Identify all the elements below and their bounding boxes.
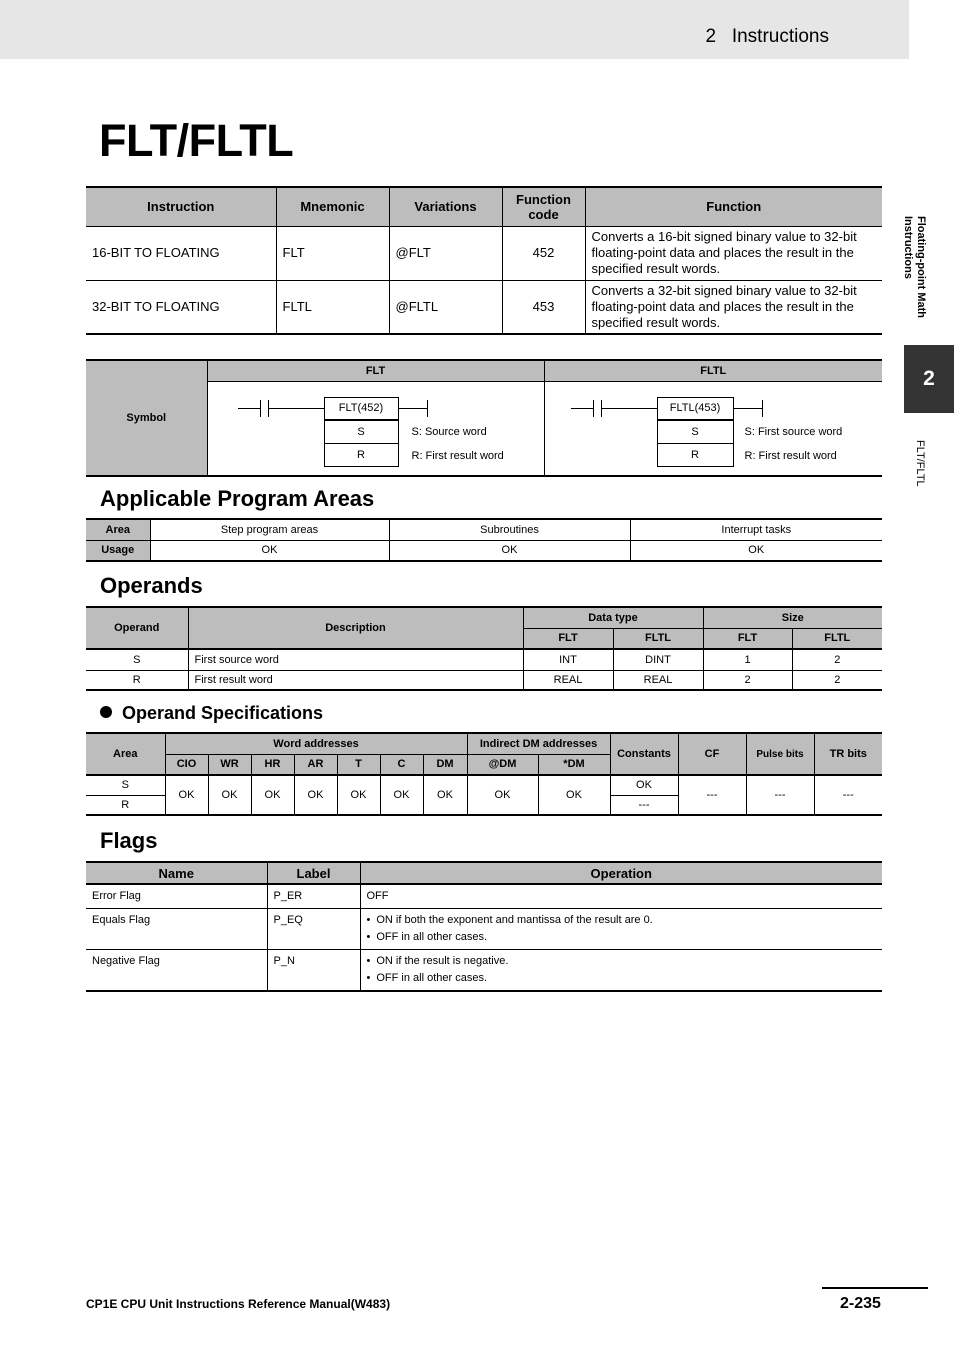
col-c: C xyxy=(380,754,423,775)
table-row xyxy=(86,670,882,690)
spec-cf: --- xyxy=(678,775,746,815)
col-indirect-dm: Indirect DM addresses xyxy=(467,733,610,754)
col-cf: CF xyxy=(678,733,746,775)
fltl-desc-r: R: First result word xyxy=(744,449,837,462)
col-pulse-bits: Pulse bits xyxy=(746,733,814,775)
function-code: 452 xyxy=(502,226,585,280)
symbol-label: Symbol xyxy=(86,360,207,476)
symbol-fltl-header: FLTL xyxy=(544,360,882,381)
data-type-fltl: DINT xyxy=(613,649,703,670)
col-hr: HR xyxy=(251,754,294,775)
col-word-addresses: Word addresses xyxy=(165,733,467,754)
symbol-flt-header: FLT xyxy=(207,360,544,381)
col-data-type: Data type xyxy=(523,607,703,628)
col-size: Size xyxy=(703,607,882,628)
fltl-operand-r: R xyxy=(657,443,734,467)
spec-area: R xyxy=(86,795,165,815)
flag-label: P_N xyxy=(267,950,360,992)
usage-subroutines: OK xyxy=(389,540,630,561)
operand: S xyxy=(86,649,188,670)
col-size-fltl: FLTL xyxy=(792,628,882,649)
flt-desc-r: R: First result word xyxy=(411,449,504,462)
instructions-table xyxy=(86,186,882,335)
flag-name: Negative Flag xyxy=(86,950,267,992)
flag-operation: OFF xyxy=(360,884,882,909)
data-type-fltl: REAL xyxy=(613,670,703,690)
variation: @FLTL xyxy=(389,280,502,334)
area-subroutines: Subroutines xyxy=(389,519,630,540)
operation-bullet: • ON if the result is negative. xyxy=(367,953,877,970)
spec-c: OK xyxy=(380,775,423,815)
fltl-instruction-box: FLTL(453) xyxy=(657,397,734,420)
col-function: Function xyxy=(585,187,882,226)
col-star-dm: *DM xyxy=(538,754,610,775)
spec-constants: --- xyxy=(610,795,678,815)
flag-name: Error Flag xyxy=(86,884,267,909)
col-mnemonic: Mnemonic xyxy=(276,187,389,226)
function-code: 453 xyxy=(502,280,585,334)
function-description: Converts a 16-bit signed binary value to 32-bit floating-point data and places the result in the specified result words. xyxy=(585,226,882,280)
operation-bullet: • OFF in all other cases. xyxy=(367,929,877,946)
chapter-tab[interactable]: 2 xyxy=(904,345,954,413)
function-description: Converts a 32-bit signed binary value to 32-bit floating-point data and places the result in the specified result words. xyxy=(585,280,882,334)
operand-description: First source word xyxy=(188,649,523,670)
col-constants: Constants xyxy=(610,733,678,775)
usage-step: OK xyxy=(150,540,389,561)
operands-table xyxy=(86,606,882,691)
size-flt: 2 xyxy=(703,670,792,690)
heading-applicable-areas: Applicable Program Areas xyxy=(100,486,375,511)
spec-pulse-bits: --- xyxy=(746,775,814,815)
heading-operand-spec: Operand Specifications xyxy=(100,703,323,724)
spec-star-dm: OK xyxy=(538,775,610,815)
side-section-label: Floating-point Math Instructions xyxy=(902,216,927,319)
col-area: Area xyxy=(86,733,165,775)
row-label-area: Area xyxy=(86,519,150,540)
spec-tr-bits: --- xyxy=(814,775,882,815)
footer-rule xyxy=(822,1287,928,1289)
table-row xyxy=(86,884,882,909)
table-row xyxy=(86,226,882,280)
ladder-flt xyxy=(207,381,544,476)
spec-ar: OK xyxy=(294,775,337,815)
symbol-table xyxy=(86,359,882,477)
col-function-code: Function code xyxy=(502,187,585,226)
col-cio: CIO xyxy=(165,754,208,775)
table-row xyxy=(86,280,882,334)
col-operation: Operation xyxy=(360,862,882,884)
size-flt: 1 xyxy=(703,649,792,670)
fltl-operand-s: S xyxy=(657,420,734,444)
instruction-name: 16-BIT TO FLOATING xyxy=(86,226,276,280)
flt-instruction-box: FLT(452) xyxy=(324,397,399,420)
heading-flags: Flags xyxy=(100,828,158,853)
spec-dm: OK xyxy=(423,775,467,815)
data-type-flt: INT xyxy=(523,649,613,670)
ladder-fltl xyxy=(544,381,882,476)
table-row xyxy=(86,909,882,950)
col-wr: WR xyxy=(208,754,251,775)
spec-area: S xyxy=(86,775,165,795)
usage-interrupt: OK xyxy=(630,540,882,561)
flt-operand-r: R xyxy=(324,443,399,467)
flag-label: P_EQ xyxy=(267,909,360,950)
heading-operands: Operands xyxy=(100,573,203,598)
col-tr-bits: TR bits xyxy=(814,733,882,775)
page-number: 2-235 xyxy=(840,1295,881,1312)
flt-desc-s: S: Source word xyxy=(411,425,487,438)
flag-operation xyxy=(360,909,882,950)
col-name: Name xyxy=(86,862,267,884)
page-title: FLT/FLTL xyxy=(99,115,294,166)
bullet-icon xyxy=(100,706,112,718)
col-data-type-fltl: FLTL xyxy=(613,628,703,649)
col-variations: Variations xyxy=(389,187,502,226)
operation-bullet: • ON if both the exponent and mantissa of the result are 0. xyxy=(367,912,877,929)
spec-at-dm: OK xyxy=(467,775,538,815)
flag-operation xyxy=(360,950,882,992)
col-instruction: Instruction xyxy=(86,187,276,226)
data-type-flt: REAL xyxy=(523,670,613,690)
area-step: Step program areas xyxy=(150,519,389,540)
flt-operand-s: S xyxy=(324,420,399,444)
side-instruction-label: FLT/FLTL xyxy=(914,440,926,487)
col-dm: DM xyxy=(423,754,467,775)
col-data-type-flt: FLT xyxy=(523,628,613,649)
spec-wr: OK xyxy=(208,775,251,815)
col-t: T xyxy=(337,754,380,775)
variation: @FLT xyxy=(389,226,502,280)
table-row xyxy=(86,950,882,992)
col-ar: AR xyxy=(294,754,337,775)
flag-name: Equals Flag xyxy=(86,909,267,950)
spec-constants: OK xyxy=(610,775,678,795)
spec-t: OK xyxy=(337,775,380,815)
size-fltl: 2 xyxy=(792,670,882,690)
fltl-desc-s: S: First source word xyxy=(744,425,843,438)
col-operand: Operand xyxy=(86,607,188,649)
row-label-usage: Usage xyxy=(86,540,150,561)
table-row xyxy=(86,649,882,670)
operand-description: First result word xyxy=(188,670,523,690)
operand-spec-table xyxy=(86,732,882,816)
operation-bullet: • OFF in all other cases. xyxy=(367,970,877,987)
table-row xyxy=(86,775,882,795)
col-size-flt: FLT xyxy=(703,628,792,649)
flag-label: P_ER xyxy=(267,884,360,909)
operand: R xyxy=(86,670,188,690)
instruction-name: 32-BIT TO FLOATING xyxy=(86,280,276,334)
col-label: Label xyxy=(267,862,360,884)
col-at-dm: @DM xyxy=(467,754,538,775)
applicable-areas-table xyxy=(86,518,882,562)
header-bar xyxy=(0,0,909,59)
spec-hr: OK xyxy=(251,775,294,815)
footer-manual-title: CP1E CPU Unit Instructions Reference Manual(W483) xyxy=(86,1297,391,1311)
col-description: Description xyxy=(188,607,523,649)
mnemonic: FLTL xyxy=(276,280,389,334)
mnemonic: FLT xyxy=(276,226,389,280)
spec-cio: OK xyxy=(165,775,208,815)
size-fltl: 2 xyxy=(792,649,882,670)
area-interrupt: Interrupt tasks xyxy=(630,519,882,540)
section-title: 2 Instructions xyxy=(705,26,829,47)
flags-table xyxy=(86,861,882,992)
